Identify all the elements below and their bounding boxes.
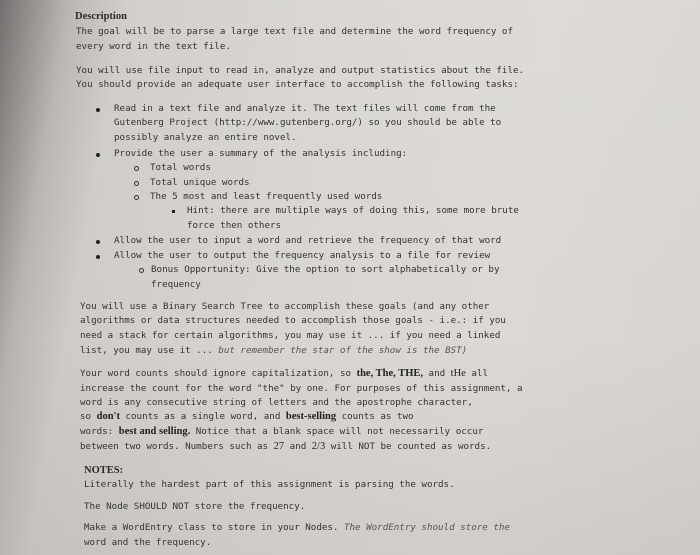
task-4-line: Allow the user to output the frequency analysis to a file for review (114, 250, 491, 261)
counts-emph: 27 (273, 441, 285, 452)
task-1-line-1: Read in a text file and analyze it. The text files will come from the (114, 103, 496, 114)
counts-line-4 (80, 411, 414, 422)
counts-line-2: increase the count for the word "the" by one. For purposes of this assignment, a (80, 383, 523, 394)
task-1-line-3: possibly analyze an entire novel. (114, 132, 297, 143)
task-2-sub-1: Total words (150, 162, 211, 173)
circle-bullet (134, 166, 139, 171)
circle-bullet (134, 181, 139, 186)
bst-line-4-text: list, you may use it ... (80, 345, 219, 356)
counts-line-3: word is any consecutive string of letters and the apostrophe character, (80, 397, 473, 408)
notes-line-3 (84, 522, 510, 533)
task-2-sub-3: The 5 most and least frequently used words (150, 191, 383, 202)
bst-remark: but remember the star of the show is the BST) (218, 345, 468, 356)
counts-text: Notice that a blank space will not necessarily occur (190, 426, 484, 437)
bullet-dot (96, 108, 100, 112)
bullet-dot (96, 153, 100, 157)
counts-emph: best-selling (285, 411, 337, 422)
hint-line-1: Hint: there are multiple ways of doing this, some more brute (187, 205, 519, 216)
notes-line-1: Literally the hardest part of this assignment is parsing the words. (84, 479, 455, 490)
counts-emph: 2/3 (311, 441, 326, 452)
bonus-line-1: Bonus Opportunity: Give the option to sort alphabetically or by (151, 264, 500, 275)
notes-text: Make a WordEntry class to store in your Nodes. (84, 522, 344, 533)
counts-text: counts as a single word, and (119, 411, 286, 422)
bonus-line-2: frequency (151, 279, 201, 290)
task-2-sub-2: Total unique words (150, 177, 250, 188)
counts-text: all (465, 368, 488, 379)
counts-text: between two words. Numbers such as (80, 441, 274, 452)
description-heading: Description (75, 11, 127, 22)
bst-line-1: You will use a Binary Search Tree to accomplish these goals (and any other (80, 301, 490, 312)
counts-emph: tHe (450, 368, 466, 379)
bullet-dot (96, 255, 100, 259)
task-1-line-2: Gutenberg Project (http://www.gutenberg.org/) so you should be able to (114, 117, 502, 128)
notes-line-4: word and the frequency. (84, 537, 212, 548)
counts-emph: the, The, THE, (356, 368, 423, 379)
hint-line-2: force then others (187, 220, 282, 231)
description-line-2: every word in the text file. (76, 41, 231, 52)
bst-line-4 (80, 345, 467, 356)
circle-bullet (139, 268, 144, 273)
counts-text: words: (80, 426, 119, 437)
counts-text: Your word counts should ignore capitalization, so (80, 368, 357, 379)
counts-emph: best and selling. (118, 426, 191, 437)
counts-text: counts as two (336, 411, 414, 422)
square-bullet (172, 210, 175, 213)
counts-line-6 (80, 441, 491, 452)
counts-line-1 (80, 368, 488, 379)
notes-heading: NOTES: (84, 465, 124, 476)
counts-text: and (284, 441, 312, 452)
counts-line-5 (80, 426, 483, 437)
description-line-1: The goal will be to parse a large text file and determine the word frequency of (76, 26, 513, 37)
counts-text: and (423, 368, 451, 379)
notes-line-2: The Node SHOULD NOT store the frequency. (84, 501, 306, 512)
task-2-line: Provide the user a summary of the analysis including: (114, 148, 408, 159)
bst-line-3: need a stack for certain algorithms, you may use it ... if you need a linked (80, 330, 501, 341)
bst-line-2: algorithms or data structures needed to accomplish those goals - i.e.: if you (80, 315, 506, 326)
bullet-dot (96, 240, 100, 244)
intro-line-2: You should provide an adequate user interface to accomplish the following tasks: (76, 79, 519, 90)
circle-bullet (134, 195, 139, 200)
counts-text: so (80, 411, 97, 422)
task-3-line: Allow the user to input a word and retrieve the frequency of that word (114, 235, 502, 246)
intro-line-1: You will use file input to read in, analyze and output statistics about the file. (76, 65, 525, 76)
counts-text: will NOT be counted as words. (325, 441, 492, 452)
counts-emph: don't (96, 411, 120, 422)
notes-remark: The WordEntry should store the (343, 522, 510, 533)
